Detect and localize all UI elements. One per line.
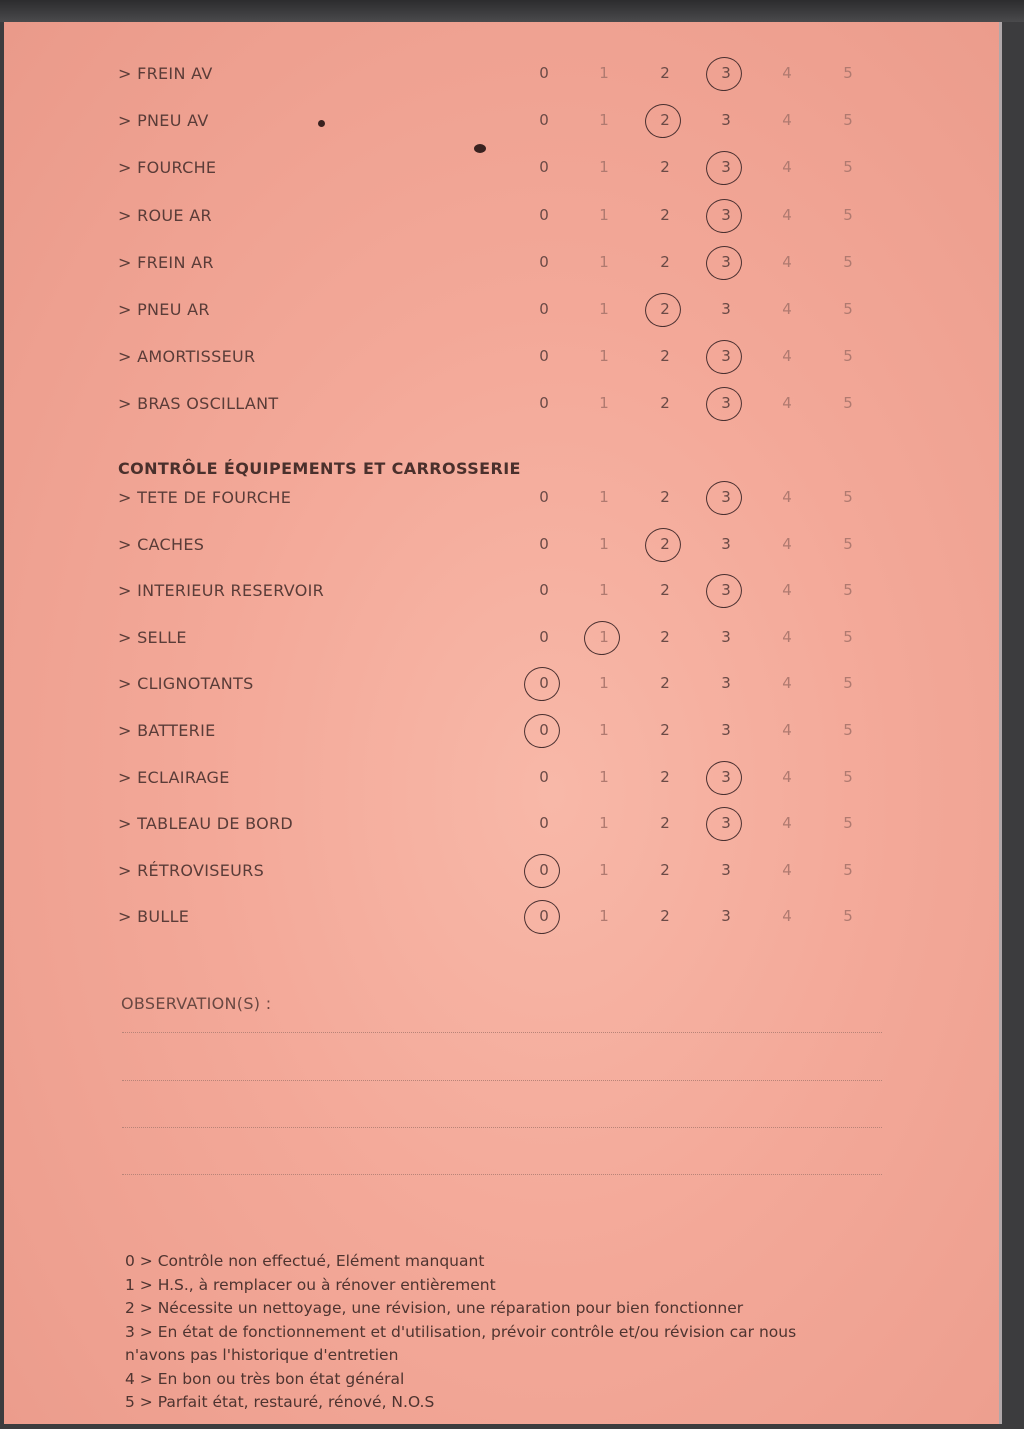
observation-line [122,1174,882,1175]
score-option-5[interactable] [836,721,860,739]
score-option-0[interactable] [532,721,556,739]
score-value: 3 [721,488,731,506]
score-option-4[interactable] [775,535,799,553]
inspection-sheet [4,22,1002,1424]
score-value: 5 [843,860,853,879]
score-value: 2 [660,534,670,553]
score-value: 1 [599,627,609,646]
score-value: 5 [843,347,853,366]
score-value: 4 [782,674,792,693]
checklist-row [4,484,1002,514]
score-option-2[interactable] [653,628,677,646]
score-option-1[interactable] [592,628,616,646]
score-option-3[interactable] [714,535,738,553]
score-value: 4 [782,300,792,318]
checklist-row [4,343,1002,373]
score-value: 4 [782,721,792,739]
score-value: 3 [721,907,731,926]
score-option-5[interactable] [836,814,860,832]
score-option-2[interactable] [653,674,677,692]
score-option-3[interactable] [714,347,738,365]
score-option-1[interactable] [592,814,616,832]
selected-score-circle [521,711,563,752]
score-value: 1 [599,674,609,693]
score-option-4[interactable] [775,111,799,129]
checklist-item-label: > BATTERIE [118,721,216,740]
selected-score-circle [703,804,745,845]
checklist-row [4,249,1002,279]
checklist-item-label: > PNEU AV [118,111,209,131]
score-value: 3 [721,581,731,600]
score-option-5[interactable] [836,535,860,553]
score-value: 2 [660,721,670,739]
selected-score-circle [642,290,684,331]
score-value: 0 [539,158,549,177]
score-option-1[interactable] [592,253,616,271]
selected-score-circle [703,148,745,189]
score-option-1[interactable] [592,488,616,506]
checklist-item-label: > TABLEAU DE BORD [118,814,294,834]
legend-line: 1 > H.S., à remplacer ou à rénover entièrement [125,1275,496,1294]
score-option-4[interactable] [775,628,799,646]
score-value: 3 [721,64,731,82]
score-value: 5 [843,627,853,646]
score-option-2[interactable] [653,64,677,82]
score-option-3[interactable] [714,721,738,739]
score-value: 0 [539,205,549,224]
score-value: 1 [599,205,609,224]
score-option-1[interactable] [592,581,616,599]
observations-label: OBSERVATION(S) : [121,994,272,1013]
legend-line: 4 > En bon ou très bon état général [125,1369,405,1388]
score-value: 3 [721,394,731,413]
score-option-1[interactable] [592,907,616,925]
score-value: 2 [660,300,670,318]
score-value: 4 [782,347,792,366]
score-value: 5 [843,907,853,926]
score-option-4[interactable] [775,861,799,879]
score-value: 3 [721,111,731,130]
score-value: 2 [660,627,670,646]
selected-score-circle [521,897,563,938]
checklist-item-label: > CACHES [118,534,205,554]
score-value: 3 [721,814,731,833]
score-option-2[interactable] [653,206,677,224]
score-value: 0 [539,488,549,506]
checklist-item-label: > CLIGNOTANTS [118,674,254,694]
score-option-4[interactable] [775,253,799,271]
score-option-3[interactable] [714,628,738,646]
score-value: 2 [660,860,670,879]
checklist-item-label: > INTERIEUR RESERVOIR [118,581,325,601]
score-option-3[interactable] [714,674,738,692]
score-option-0[interactable] [532,907,556,925]
section-title: CONTRÔLE ÉQUIPEMENTS ET CARROSSERIE [118,459,521,478]
score-option-5[interactable] [836,861,860,879]
score-value: 4 [782,64,792,82]
score-option-1[interactable] [592,861,616,879]
score-value: 5 [843,814,853,833]
checklist-row [4,810,1002,840]
score-value: 0 [539,674,549,693]
legend-line: 2 > Nécessite un nettoyage, une révision, une réparation pour bien fonctionner [125,1299,744,1317]
selected-score-circle [703,478,745,519]
score-value: 4 [782,205,792,224]
checklist-item-label: > FREIN AV [118,64,213,83]
score-value: 0 [539,300,549,318]
selected-score-circle [703,384,745,425]
score-option-5[interactable] [836,628,860,646]
score-option-0[interactable] [532,111,556,129]
legend-line: 3 > En état de fonctionnement et d'utilisation, prévoir contrôle et/ou révision car nous [125,1322,797,1341]
score-option-5[interactable] [836,206,860,224]
score-option-2[interactable] [653,907,677,925]
score-value: 5 [843,581,853,600]
score-value: 0 [539,347,549,366]
checklist-item-label: > FOURCHE [118,158,217,178]
legend-line: n'avons pas l'historique d'entretien [125,1346,399,1364]
score-option-4[interactable] [775,300,799,318]
score-value: 4 [782,158,792,177]
score-option-0[interactable] [532,768,556,786]
score-value: 1 [599,488,609,506]
score-option-3[interactable] [714,111,738,129]
score-value: 5 [843,767,853,786]
score-option-2[interactable] [653,581,677,599]
score-value: 4 [782,252,792,271]
score-option-0[interactable] [532,581,556,599]
score-value: 4 [782,627,792,646]
score-value: 1 [599,64,609,82]
checklist-row [4,202,1002,232]
score-value: 4 [782,488,792,506]
score-value: 2 [660,581,670,600]
observation-line [122,1032,882,1033]
score-option-4[interactable] [775,488,799,506]
score-option-3[interactable] [714,253,738,271]
score-value: 5 [843,534,853,553]
score-value: 4 [782,534,792,553]
score-option-1[interactable] [592,768,616,786]
checklist-row [4,857,1002,887]
score-value: 0 [539,814,549,833]
score-option-4[interactable] [775,814,799,832]
score-option-5[interactable] [836,111,860,129]
score-value: 0 [539,767,549,786]
selected-score-circle [703,337,745,378]
observation-line [122,1127,882,1128]
score-value: 0 [539,534,549,553]
score-value: 3 [721,205,731,224]
score-value: 2 [660,252,670,271]
checklist-item-label: > FREIN AR [118,252,214,272]
score-option-3[interactable] [714,158,738,176]
score-option-3[interactable] [714,768,738,786]
observation-line [122,1080,882,1081]
score-option-3[interactable] [714,394,738,412]
ink-speck [474,144,486,153]
score-value: 2 [660,111,670,130]
score-value: 0 [539,394,549,413]
selected-score-circle [703,54,745,95]
score-option-2[interactable] [653,158,677,176]
score-value: 1 [599,534,609,553]
score-value: 0 [539,581,549,600]
score-value: 1 [599,347,609,366]
score-value: 2 [660,347,670,366]
score-option-4[interactable] [775,581,799,599]
score-value: 3 [721,300,731,318]
checklist-row [4,296,1002,326]
checklist-item-label: > RÉTROVISEURS [118,860,265,880]
score-value: 2 [660,205,670,224]
checklist-row [4,60,1002,90]
score-option-3[interactable] [714,488,738,506]
score-option-5[interactable] [836,581,860,599]
score-option-4[interactable] [775,721,799,739]
score-value: 1 [599,300,609,318]
score-value: 1 [599,252,609,271]
score-value: 0 [539,627,549,646]
score-option-0[interactable] [532,628,556,646]
checklist-item-label: > SELLE [118,627,187,647]
score-value: 3 [721,674,731,693]
score-value: 2 [660,674,670,693]
score-option-3[interactable] [714,64,738,82]
score-value: 4 [782,581,792,600]
score-option-5[interactable] [836,394,860,412]
score-value: 5 [843,300,853,318]
score-value: 1 [599,767,609,786]
score-value: 1 [599,860,609,879]
score-value: 2 [660,488,670,506]
score-option-0[interactable] [532,300,556,318]
score-option-5[interactable] [836,488,860,506]
score-option-4[interactable] [775,907,799,925]
score-value: 2 [660,158,670,177]
checklist-row [4,717,1002,747]
score-option-1[interactable] [592,721,616,739]
score-value: 3 [721,860,731,879]
checklist-item-label: > ECLAIRAGE [118,767,230,787]
score-option-2[interactable] [653,253,677,271]
checklist-row [4,531,1002,561]
checklist-item-label: > AMORTISSEUR [118,347,256,367]
checklist-item-label: > ROUE AR [118,205,212,225]
score-option-1[interactable] [592,158,616,176]
score-value: 0 [539,64,549,82]
score-option-1[interactable] [592,300,616,318]
score-option-0[interactable] [532,861,556,879]
score-option-0[interactable] [532,814,556,832]
score-value: 3 [721,347,731,366]
score-value: 4 [782,767,792,786]
score-value: 2 [660,814,670,833]
score-value: 2 [660,767,670,786]
selected-score-circle [703,757,745,798]
score-value: 3 [721,627,731,646]
score-option-4[interactable] [775,674,799,692]
score-option-2[interactable] [653,347,677,365]
score-option-1[interactable] [592,674,616,692]
score-option-0[interactable] [532,64,556,82]
score-option-5[interactable] [836,674,860,692]
score-option-5[interactable] [836,158,860,176]
score-option-3[interactable] [714,907,738,925]
selected-score-circle [703,195,745,236]
checklist-row [4,764,1002,794]
score-value: 5 [843,158,853,177]
selected-score-circle [642,101,684,142]
score-option-4[interactable] [775,158,799,176]
score-option-1[interactable] [592,347,616,365]
score-value: 5 [843,721,853,739]
score-option-1[interactable] [592,535,616,553]
score-option-3[interactable] [714,861,738,879]
score-option-2[interactable] [653,721,677,739]
score-value: 0 [539,111,549,130]
score-value: 5 [843,205,853,224]
checklist-item-label: > BRAS OSCILLANT [118,394,279,414]
score-value: 2 [660,394,670,413]
score-option-4[interactable] [775,206,799,224]
checklist-row [4,107,1002,137]
score-option-1[interactable] [592,394,616,412]
score-value: 1 [599,814,609,833]
score-option-4[interactable] [775,64,799,82]
score-option-4[interactable] [775,768,799,786]
score-value: 0 [539,907,549,926]
score-value: 0 [539,252,549,271]
score-option-2[interactable] [653,861,677,879]
score-option-3[interactable] [714,581,738,599]
score-option-2[interactable] [653,768,677,786]
score-value: 4 [782,907,792,926]
legend-line: 0 > Contrôle non effectué, Elément manquant [125,1252,485,1270]
legend-line: 5 > Parfait état, restauré, rénové, N.O.S [125,1393,435,1411]
score-option-0[interactable] [532,206,556,224]
score-value: 5 [843,252,853,271]
background-edge [0,0,1024,22]
selected-score-circle [703,571,745,612]
score-value: 1 [599,907,609,926]
score-option-5[interactable] [836,347,860,365]
score-option-1[interactable] [592,64,616,82]
score-option-1[interactable] [592,206,616,224]
score-value: 5 [843,674,853,693]
score-option-3[interactable] [714,206,738,224]
score-value: 5 [843,394,853,413]
score-value: 3 [721,158,731,177]
score-value: 1 [599,111,609,130]
score-option-2[interactable] [653,535,677,553]
score-option-3[interactable] [714,300,738,318]
score-value: 0 [539,721,549,739]
score-option-5[interactable] [836,300,860,318]
score-value: 0 [539,860,549,879]
score-option-2[interactable] [653,111,677,129]
score-value: 3 [721,252,731,271]
checklist-item-label: > BULLE [118,907,190,927]
score-option-2[interactable] [653,488,677,506]
score-value: 1 [599,158,609,177]
checklist-row [4,577,1002,607]
checklist-row [4,624,1002,654]
checklist-item-label: > TETE DE FOURCHE [118,488,292,507]
score-value: 4 [782,111,792,130]
score-option-0[interactable] [532,158,556,176]
score-option-2[interactable] [653,300,677,318]
selected-score-circle [521,850,563,891]
score-value: 5 [843,111,853,130]
checklist-item-label: > PNEU AR [118,300,210,319]
score-option-5[interactable] [836,64,860,82]
score-value: 4 [782,860,792,879]
score-value: 5 [843,64,853,82]
score-option-0[interactable] [532,488,556,506]
selected-score-circle [642,524,684,565]
score-value: 4 [782,394,792,413]
score-option-4[interactable] [775,347,799,365]
score-option-3[interactable] [714,814,738,832]
score-option-0[interactable] [532,674,556,692]
checklist-row [4,154,1002,184]
score-option-5[interactable] [836,907,860,925]
score-value: 4 [782,814,792,833]
score-value: 1 [599,721,609,739]
score-option-0[interactable] [532,394,556,412]
score-option-5[interactable] [836,253,860,271]
score-value: 1 [599,394,609,413]
rating-legend [125,1250,885,1415]
score-option-4[interactable] [775,394,799,412]
checklist-row [4,670,1002,700]
selected-score-circle [581,617,623,658]
score-value: 1 [599,581,609,600]
checklist-row [4,903,1002,933]
score-option-5[interactable] [836,768,860,786]
score-option-0[interactable] [532,347,556,365]
score-value: 2 [660,64,670,82]
ink-speck [318,120,325,127]
score-option-2[interactable] [653,814,677,832]
score-value: 3 [721,721,731,739]
score-option-0[interactable] [532,535,556,553]
selected-score-circle [521,664,563,705]
selected-score-circle [703,242,745,283]
score-value: 5 [843,488,853,506]
score-option-2[interactable] [653,394,677,412]
checklist-row [4,390,1002,420]
score-value: 3 [721,534,731,553]
score-value: 3 [721,767,731,786]
score-value: 2 [660,907,670,926]
score-option-0[interactable] [532,253,556,271]
score-option-1[interactable] [592,111,616,129]
